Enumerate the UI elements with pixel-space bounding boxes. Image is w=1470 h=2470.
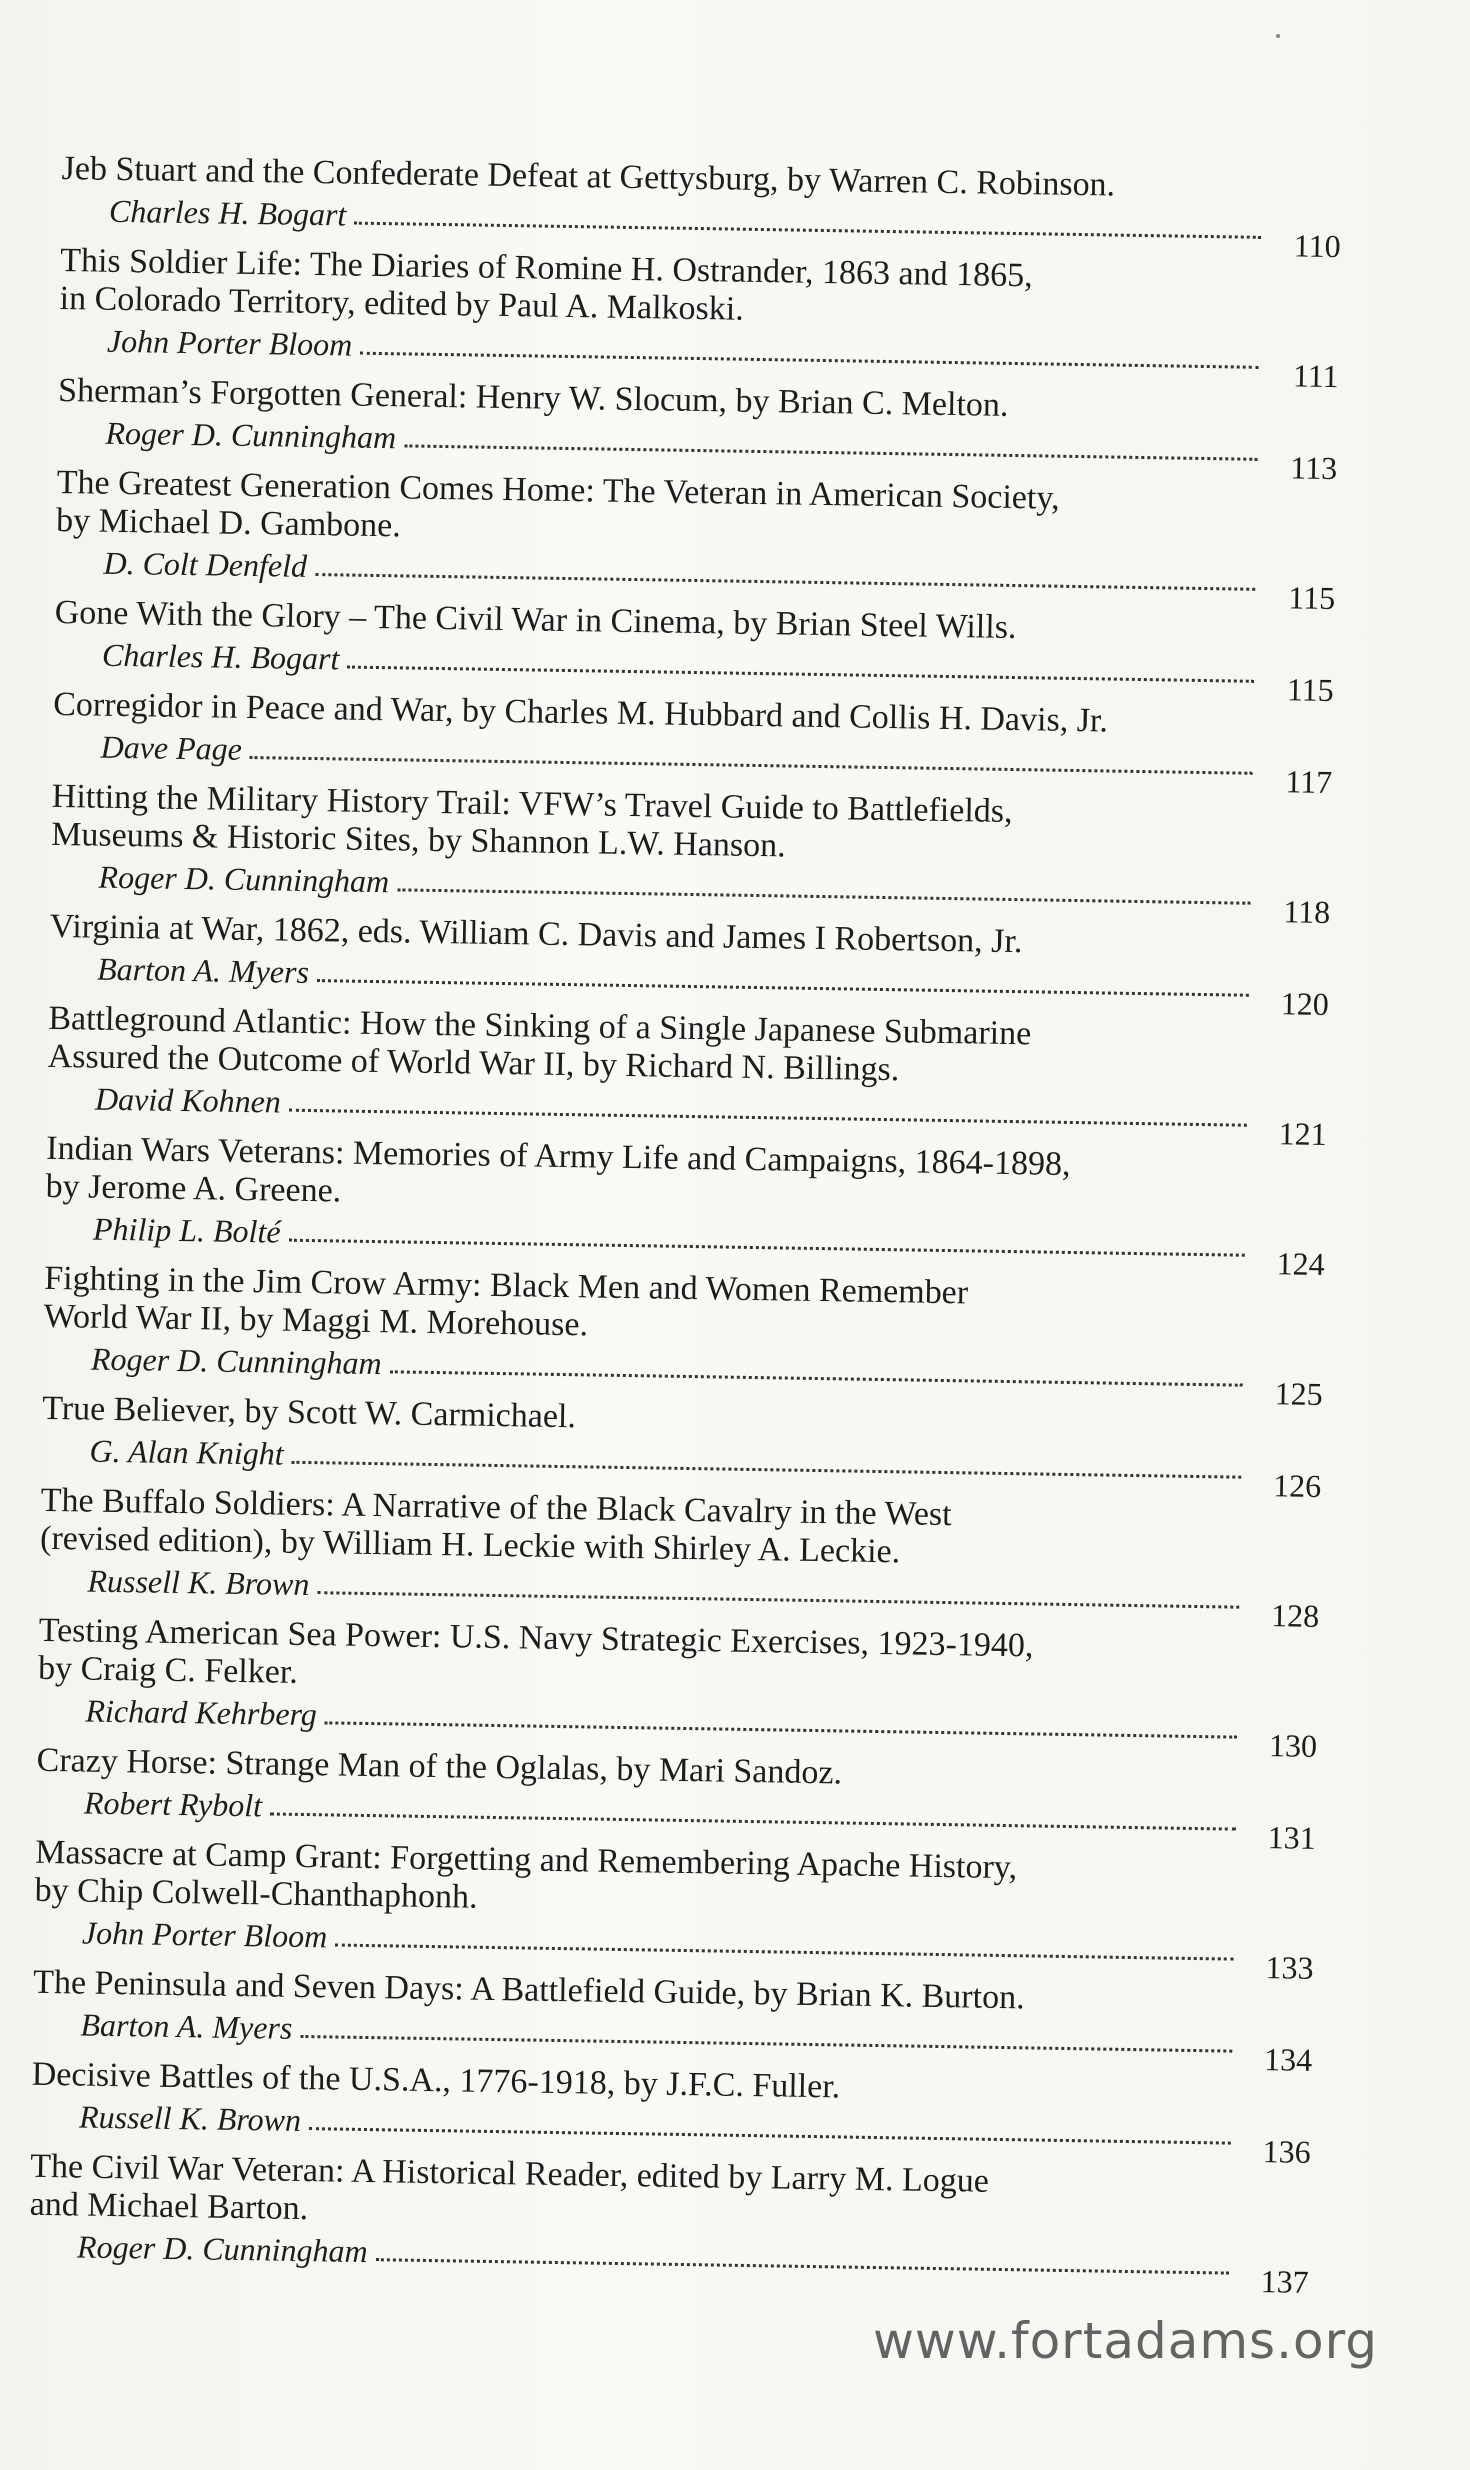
dot-leader [397, 888, 1250, 904]
toc-entry [36, 1741, 1317, 1856]
entry-page-number: 136 [1262, 2133, 1311, 2170]
dot-leader [250, 756, 1253, 775]
entry-title: True Believer, by Scott W. Carmichael. [41, 1389, 577, 1436]
entry-reviewer: Robert Rybolt [83, 1784, 263, 1824]
toc-entry [43, 1259, 1325, 1412]
entry-title: Gone With the Glory – The Civil War in Cinema, by Brian Steel Wills. [54, 593, 1017, 647]
entry-title: Corregidor in Peace and War, by Charles M. Hubbard and Collis H. Davis, Jr. [52, 685, 1109, 740]
entry-reviewer: G. Alan Knight [89, 1432, 284, 1472]
entry-title: Crazy Horse: Strange Man of the Oglalas, by Mari Sandoz. [36, 1741, 843, 1792]
toc-entry [54, 593, 1335, 709]
entry-title: Massacre at Camp Grant: Forgetting and Remembering Apache History, by Chip Colwell-Chanthaphonh. [34, 1833, 1018, 1916]
entry-page-number: 134 [1263, 2041, 1313, 2078]
entry-reviewer: Charles H. Bogart [108, 192, 347, 233]
entry-reviewer: Barton A. Myers [96, 950, 310, 990]
entry-page-number: 130 [1268, 1727, 1318, 1764]
toc-entry [37, 1611, 1319, 1764]
toc-entry [61, 150, 1342, 265]
entry-page-number: 137 [1260, 2263, 1309, 2300]
dot-leader [270, 1812, 1236, 1830]
entry-page-number: 117 [1285, 763, 1333, 801]
entry-reviewer: Roger D. Cunningham [105, 414, 397, 456]
entry-page-number: 121 [1278, 1115, 1327, 1152]
entry-reviewer: David Kohnen [94, 1080, 282, 1120]
toc-entry [31, 2055, 1312, 2170]
entry-reviewer: Charles H. Bogart [101, 636, 340, 677]
entry-page-number: 131 [1267, 1819, 1316, 1856]
toc-entry [55, 463, 1337, 617]
dot-leader [347, 666, 1254, 683]
entry-reviewer: Russell K. Brown [78, 2098, 302, 2138]
entry-title: Battleground Atlantic: How the Sinking of a Single Japanese Submarine Assured the Outcome of World War II, by Richard N. Billings. [47, 999, 1032, 1089]
watermark: www.fortadams.org [872, 2312, 1378, 2370]
dot-leader [300, 2035, 1232, 2053]
entry-title: Virginia at War, 1862, eds. William C. Davis and James I Robertson, Jr. [49, 907, 1023, 961]
entry-title: Testing American Sea Power: U.S. Navy Strategic Exercises, 1923-1940, by Craig C. Felker. [37, 1611, 1034, 1691]
entry-title: Fighting in the Jim Crow Army: Black Men and Women Remember World War II, by Maggi M. Morehouse. [43, 1259, 969, 1344]
entry-title: This Soldier Life: The Diaries of Romine H. Ostrander, 1863 and 1865, in Colorado Territory, edited by Paul A. Malkoski. [59, 241, 1033, 328]
review-contents-list [29, 150, 1342, 2298]
entry-page-number: 113 [1290, 449, 1338, 487]
dot-leader [354, 222, 1261, 239]
dot-leader [360, 352, 1259, 369]
dot-leader [317, 979, 1249, 997]
dot-leader [289, 1109, 1247, 1127]
entry-title: The Buffalo Soldiers: A Narrative of the Black Cavalry in the West (revised edition), by William H. Leckie with Shirley A. Leckie. [39, 1481, 952, 1571]
entry-page-number: 128 [1270, 1597, 1320, 1634]
toc-entry [41, 1389, 1322, 1504]
entry-reviewer: Philip L. Bolté [92, 1210, 281, 1250]
entry-page-number: 115 [1286, 671, 1334, 709]
paper-speck [1276, 34, 1280, 38]
entry-page-number: 124 [1276, 1245, 1325, 1282]
entry-reviewer: Richard Kehrberg [85, 1692, 318, 1733]
toc-entry [32, 1963, 1313, 2078]
entry-title: Sherman’s Forgotten General: Henry W. Slocum, by Brian C. Melton. [57, 371, 1009, 424]
dot-leader [376, 2258, 1229, 2274]
entry-page-number: 126 [1272, 1467, 1322, 1504]
toc-entry [39, 1481, 1321, 1634]
entry-reviewer: Russell K. Brown [87, 1562, 310, 1603]
dot-leader [389, 1370, 1242, 1386]
toc-entry [47, 999, 1329, 1152]
toc-entry [57, 371, 1338, 487]
dot-leader [335, 1944, 1234, 1961]
entry-page-number: 118 [1283, 893, 1331, 931]
entry-reviewer: Barton A. Myers [80, 2006, 293, 2046]
entry-title: Jeb Stuart and the Confederate Defeat at Gettysburg, by Warren C. Robinson. [61, 150, 1116, 204]
entry-title: The Civil War Veteran: A Historical Reader, edited by Larry M. Logue and Michael Barton. [29, 2147, 990, 2228]
entry-title: Decisive Battles of the U.S.A., 1776-1918, by J.F.C. Fuller. [31, 2055, 841, 2106]
entry-title: The Greatest Generation Comes Home: The Veteran in American Society, by Michael D. Gambone. [55, 463, 1060, 545]
entry-page-number: 125 [1274, 1375, 1323, 1412]
dot-leader [325, 1721, 1238, 1738]
toc-entry [50, 777, 1332, 931]
entry-page-number: 120 [1280, 985, 1330, 1023]
toc-entry [59, 241, 1341, 395]
dot-leader [317, 1591, 1239, 1608]
entry-title: Indian Wars Veterans: Memories of Army Life and Campaigns, 1864-1898, by Jerome A. Greene. [45, 1129, 1071, 1210]
dot-leader [309, 2127, 1231, 2144]
entry-page-number: 110 [1293, 227, 1341, 265]
entry-reviewer: D. Colt Denfeld [103, 544, 308, 584]
dot-leader [288, 1239, 1244, 1257]
dot-leader [315, 573, 1255, 591]
entry-reviewer: Roger D. Cunningham [98, 858, 390, 900]
toc-entry [34, 1833, 1316, 1986]
entry-page-number: 111 [1292, 357, 1339, 395]
dot-leader [404, 444, 1257, 460]
entry-title: Hitting the Military History Trail: VFW’s Travel Guide to Battlefields, Museums & Historic Sites, by Shannon L.W. Hanson. [50, 777, 1013, 865]
entry-page-number: 115 [1288, 579, 1336, 617]
entry-reviewer: John Porter Bloom [106, 322, 353, 363]
entry-reviewer: John Porter Bloom [81, 1914, 328, 1955]
entry-reviewer: Dave Page [100, 728, 243, 767]
toc-entry [49, 907, 1330, 1023]
entry-reviewer: Roger D. Cunningham [90, 1340, 382, 1382]
toc-entry [29, 2147, 1311, 2300]
entry-page-number: 133 [1265, 1949, 1314, 1986]
dot-leader [291, 1461, 1241, 1479]
entry-reviewer: Roger D. Cunningham [76, 2228, 368, 2270]
toc-entry [45, 1129, 1327, 1282]
entry-title: The Peninsula and Seven Days: A Battlefield Guide, by Brian K. Burton. [32, 1963, 1025, 2017]
toc-entry [52, 685, 1333, 801]
